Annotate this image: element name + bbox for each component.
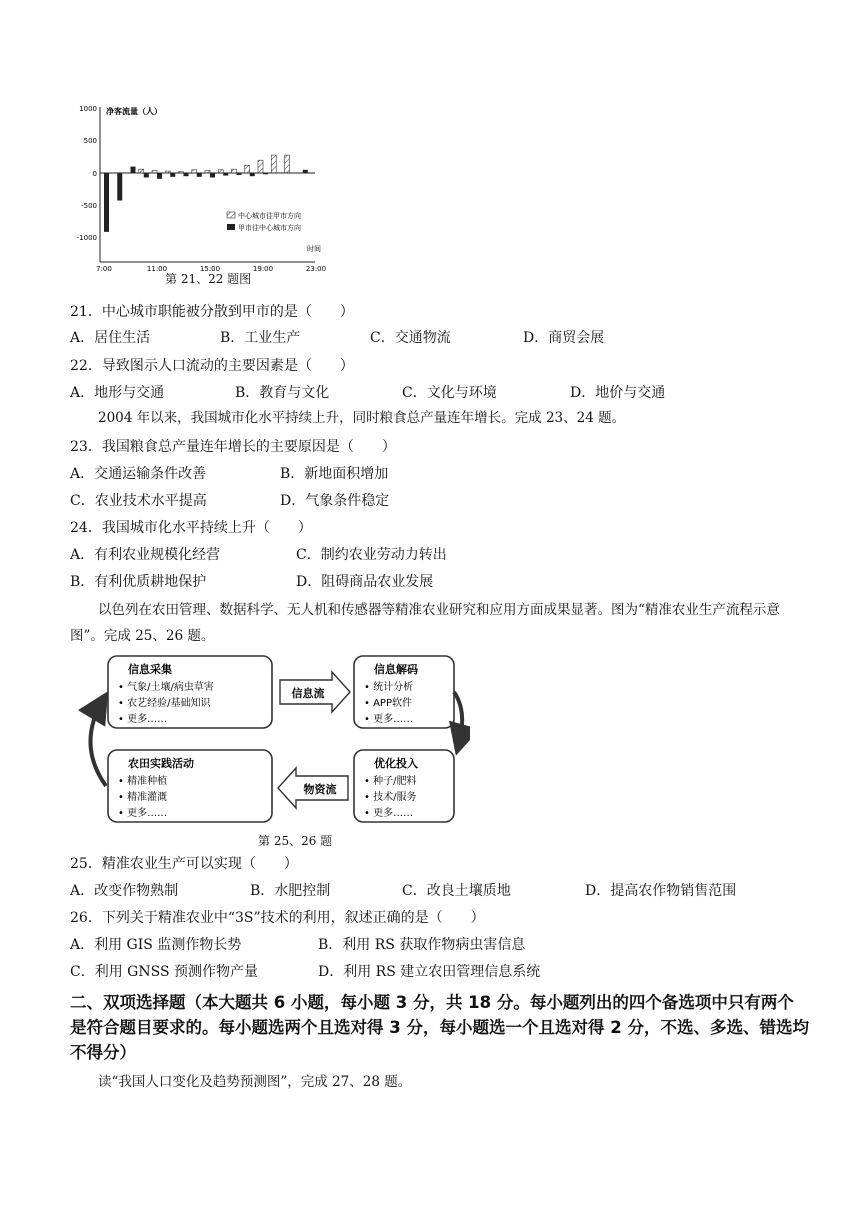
bar-city-to-center <box>144 173 149 177</box>
option-d[interactable]: D．阻碍商品农业发展 <box>296 574 434 590</box>
y-tick: 1000 <box>79 105 97 113</box>
box-item: • 更多…… <box>364 714 414 725</box>
bar-city-to-center <box>157 173 162 179</box>
legend-swatch-solid <box>227 224 235 230</box>
bar-center-to-city <box>271 155 276 173</box>
option-c[interactable]: C．利用 GNSS 预测作物产量 <box>70 964 258 980</box>
bar-city-to-center <box>131 167 136 173</box>
section-2-heading: 二、双项选择题（本大题共 6 小题，每小题 3 分，共 18 分。每小题列出的四个备选项中只有两个是符合题目要求的。每小题选两个且选对得 3 分，每小题选一个且选对得 2 分，不选、多选、错选均不得分） <box>70 993 809 1062</box>
figure2-caption: 第 25、26 题 <box>258 834 333 848</box>
option-a[interactable]: A．交通运输条件改善 <box>70 466 207 482</box>
box-item: • 气象/土壤/病虫草害 <box>118 682 214 693</box>
bar-city-to-center <box>263 173 268 174</box>
intro-23-24: 2004 年以来，我国城市化水平持续上升，同时粮食总产量连年增长。完成 23、24 题。 <box>98 410 626 426</box>
question-25-stem: 25．精准农业生产可以实现（ ） <box>70 856 298 872</box>
bar-center-to-city <box>218 170 223 173</box>
option-b[interactable]: B．新地面积增加 <box>280 466 389 482</box>
bar-city-to-center <box>210 173 215 177</box>
bar-center-to-city <box>192 170 197 173</box>
right-curve-arrow <box>454 692 462 748</box>
box-item: • 精准灌溉 <box>118 792 168 803</box>
box-item: • 种子/肥料 <box>364 776 417 787</box>
option-c[interactable]: C．交通物流 <box>370 330 451 346</box>
material-flow-label: 物资流 <box>303 783 337 796</box>
option-b[interactable]: B．有利优质耕地保护 <box>70 574 207 590</box>
option-d[interactable]: D．地价与交通 <box>570 385 666 401</box>
box-title: 农田实践活动 <box>128 757 194 770</box>
question-21-stem: 21．中心城市职能被分散到甲市的是（ ） <box>70 304 354 320</box>
question-24-stem: 24．我国城市化水平持续上升（ ） <box>70 520 312 536</box>
bar-city-to-center <box>223 173 228 176</box>
question-22-stem: 22．导致图示人口流动的主要因素是（ ） <box>70 358 354 374</box>
option-b[interactable]: B．工业生产 <box>220 330 301 346</box>
x-axis-label: 时间 <box>307 245 321 253</box>
bar-center-to-city <box>258 160 263 173</box>
figure1-caption: 第 21、22 题图 <box>165 272 252 286</box>
x-tick: 19:00 <box>252 265 274 273</box>
left-curve-arrow <box>90 698 106 786</box>
bar-city-to-center <box>184 173 189 176</box>
bar-center-to-city <box>165 171 170 173</box>
option-b[interactable]: B．教育与文化 <box>235 385 330 401</box>
bar-city-to-center <box>197 173 202 177</box>
option-c[interactable]: C．制约农业劳动力转出 <box>296 547 447 563</box>
bar-center-to-city <box>179 172 184 173</box>
box-title: 信息解码 <box>374 663 418 676</box>
box-item: • 统计分析 <box>364 682 414 693</box>
legend-swatch-hatched <box>227 212 235 218</box>
y-tick: -500 <box>81 202 97 210</box>
y-tick: -1000 <box>76 234 97 242</box>
bar-center-to-city <box>245 165 250 173</box>
box-item: • APP软件 <box>364 698 412 709</box>
box-item: • 更多…… <box>118 714 168 725</box>
bar-center-to-city <box>232 169 237 173</box>
option-c[interactable]: C．农业技术水平提高 <box>70 493 207 509</box>
intro-27-28: 读“我国人口变化及趋势预测图”，完成 27、28 题。 <box>98 1074 412 1090</box>
question-23-stem: 23．我国粮食总产量连年增长的主要原因是（ ） <box>70 439 396 455</box>
option-b[interactable]: B．水肥控制 <box>250 883 331 899</box>
option-d[interactable]: D．商贸会展 <box>523 330 605 346</box>
option-b[interactable]: B．利用 RS 获取作物病虫害信息 <box>318 937 526 953</box>
bar-city-to-center <box>104 173 109 232</box>
bar-city-to-center <box>237 173 242 175</box>
info-flow-label: 信息流 <box>291 687 325 700</box>
bar-center-to-city <box>152 170 157 173</box>
question-26-stem: 26．下列关于精准农业中“3S”技术的利用，叙述正确的是（ ） <box>70 910 485 926</box>
box-item: • 更多…… <box>118 808 168 819</box>
option-c[interactable]: C．文化与环境 <box>402 385 497 401</box>
option-a[interactable]: A．居住生活 <box>70 330 151 346</box>
x-tick: 15:00 <box>199 265 221 273</box>
option-d[interactable]: D．气象条件稳定 <box>280 493 390 509</box>
x-tick: 11:00 <box>146 265 168 273</box>
intro-25-26: 以色列在农田管理、数据科学、无人机和传感器等精准农业研究和应用方面成果显著。图为“精准农业生产流程示意图”。完成 25、26 题。 <box>70 602 780 644</box>
option-a[interactable]: A．有利农业规模化经营 <box>70 547 221 563</box>
option-a[interactable]: A．改变作物熟制 <box>70 883 179 899</box>
precision-agriculture-flow-diagram <box>70 652 470 827</box>
box-title: 优化投入 <box>374 757 418 770</box>
option-d[interactable]: D．提高农作物销售范围 <box>585 883 737 899</box>
y-axis-label: 净客流量（人） <box>106 107 162 116</box>
option-d[interactable]: D．利用 RS 建立农田管理信息系统 <box>318 964 541 980</box>
box-item: • 精准种植 <box>118 776 168 787</box>
option-a[interactable]: A．地形与交通 <box>70 385 165 401</box>
bar-center-to-city <box>139 169 144 173</box>
bar-city-to-center <box>303 170 308 173</box>
bar-center-to-city <box>205 170 210 173</box>
legend-label: 中心城市往甲市方向 <box>238 212 301 220</box>
passenger-flow-chart <box>70 95 350 290</box>
option-a[interactable]: A．利用 GIS 监测作物长势 <box>70 937 242 953</box>
box-item: • 农艺经验/基础知识 <box>118 698 211 709</box>
x-tick: 7:00 <box>96 265 112 273</box>
y-tick: 500 <box>83 137 97 145</box>
y-tick: 0 <box>92 170 97 178</box>
bar-city-to-center <box>250 173 255 176</box>
box-title: 信息采集 <box>128 663 172 676</box>
box-item: • 技术/服务 <box>364 792 417 803</box>
box-item: • 更多…… <box>364 808 414 819</box>
x-tick: 23:00 <box>305 265 327 273</box>
legend-label: 甲市往中心城市方向 <box>238 224 301 232</box>
bar-center-to-city <box>285 155 290 173</box>
bar-city-to-center <box>170 173 175 177</box>
bar-city-to-center <box>117 173 122 201</box>
option-c[interactable]: C．改良土壤质地 <box>402 883 511 899</box>
